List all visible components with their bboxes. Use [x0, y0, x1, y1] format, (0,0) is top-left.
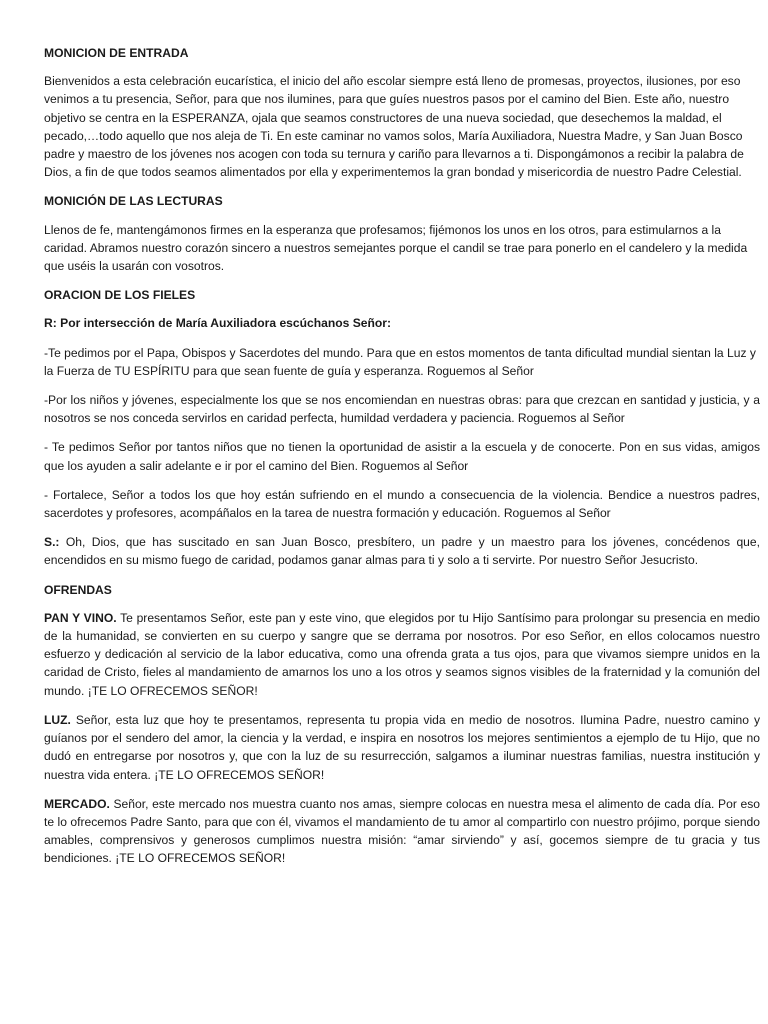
- closing-prayer-text: Oh, Dios, que has suscitado en san Juan Bosco, presbítero, un padre y un maestro para los jóvenes, concédenos que, encendidos en su mismo fuego de caridad, podamos ganar almas para ti y solo a ti servirte. Por nuestro Señor Jesucristo.: [44, 535, 760, 568]
- paragraph-monicion-lecturas: Llenos de fe, mantengámonos firmes en la esperanza que profesamos; fijémonos los unos en los otros, para estimularnos a la caridad. Abramos nuestro corazón sincero a nuestros semejantes porque el candil se trae para ponerlo en el candelero y la medida que uséis la usarán con vosotros.: [44, 222, 748, 274]
- heading-monicion-lecturas: MONICIÓN DE LAS LECTURAS: [44, 194, 223, 209]
- response-line: R: Por intersección de María Auxiliadora escúchanos Señor:: [44, 316, 392, 331]
- heading-monicion-entrada: MONICION DE ENTRADA: [44, 46, 189, 60]
- offering-lead: LUZ.: [44, 712, 71, 727]
- petition-3: - Te pedimos Señor por tantos niños que no tienen la oportunidad de asistir a la escuela y de conocerte. Pon en sus vidas, amigos que los ayuden a salir adelante e ir por el camino del Bien. Roguemos al Señor: [44, 440, 760, 473]
- offering-text: Señor, este mercado nos muestra cuanto nos amas, siempre colocas en nuestra mesa el alimento de cada día. Por eso te lo ofrecemos Padre Santo, para que con él, vivamos el mandamiento de tu amor al compartirlo con nuestro prójimo, porque siendo amables, comprensivos y generosos cumplimos nuestra misión: “amar sirviendo” y así, gocemos siempre de tu gracia y tus bendiciones. ¡TE LO OFRECEMOS SEÑOR!: [44, 796, 760, 866]
- offering-text: Señor, esta luz que hoy te presentamos, representa tu propia vida en medio de nosotros. Ilumina Padre, nuestro camino y guíanos por el sendero del amor, la ciencia y la verdad, e inspira en nosotros los mejores sentimientos a ejemplo de tu Hijo, que no dudó en entregarse por nosotros y, que con la luz de su resurrección, salgamos a iluminar nuestras familias, nuestra institución y nuestra vida entera. ¡TE LO OFRECEMOS SEÑOR!: [44, 712, 760, 782]
- offering-mercado: [44, 795, 760, 868]
- paragraph-monicion-entrada: Bienvenidos a esta celebración eucarística, el inicio del año escolar siempre está lleno de promesas, proyectos, ilusiones, por eso venimos a tu presencia, Señor, para que nos ilumines, para que guíes nuestros pasos por el camino del Bien. Este año, nuestro objetivo se centra en la ESPERANZA, ojala que seamos constructores de una nueva sociedad, que desechemos la maldad, el pecado,…todo aquello que nos aleja de Ti. En este caminar no vamos solos, María Auxiliadora, Nuestra Madre, y San Juan Bosco padre y maestro de los jóvenes nos acogen con toda su ternura y cariño para llevarnos a ti. Dispongámonos a recibir la palabra de Dios, a fin de que todos seamos alimentados por ella y experimentemos la gran bondad y misericordia de nuestro Padre Celestial.: [44, 74, 744, 180]
- heading-ofrendas: OFRENDAS: [44, 582, 112, 597]
- offering-text: Te presentamos Señor, este pan y este vino, que elegidos por tu Hijo Santísimo para prolongar su presencia en medio de la humanidad, se convierten en su cuerpo y sangre que se derrama por nosotros. Por eso Señor, en ellos colocamos nuestro esfuerzo y dedicación al servicio de la labor educativa, como una ofrenda grata a tus ojos, para que vivamos siempre unidos en la caridad de Cristo, fieles al mandamiento de amarnos los uno a los otros y seamos signos visibles de la fraternidad y la comunión del mundo. ¡TE LO OFRECEMOS SEÑOR!: [44, 610, 760, 698]
- closing-prayer-lead: S.:: [44, 535, 60, 550]
- offering-luz: [44, 711, 760, 784]
- offering-lead: MERCADO.: [44, 796, 110, 811]
- petition-2: -Por los niños y jóvenes, especialmente los que se nos encomiendan en nuestras obras: para que crezcan en santidad y justicia, y a nosotros se nos conceda servirlos en caridad perfecta, humildad verdadera y paciencia. Roguemos al Señor: [44, 393, 760, 426]
- petition-1: -Te pedimos por el Papa, Obispos y Sacerdotes del mundo. Para que en estos momentos de tanta dificultad mundial sientan la Luz y la Fuerza de TU ESPÍRITU para que sean fuente de guía y esperanza. Roguemos al Señor: [44, 345, 756, 378]
- offering-pan-y-vino: [44, 609, 760, 700]
- offering-lead: PAN Y VINO.: [44, 610, 117, 625]
- document-page: [44, 44, 760, 879]
- heading-oracion-fieles: ORACION DE LOS FIELES: [44, 288, 196, 303]
- closing-prayer: [44, 533, 760, 569]
- petition-4: - Fortalece, Señor a todos los que hoy están sufriendo en el mundo a consecuencia de la violencia. Bendice a nuestros padres, sacerdotes y profesores, acompáñalos en la tarea de nuestra formación y educación. Roguemos al Señor: [44, 487, 760, 521]
